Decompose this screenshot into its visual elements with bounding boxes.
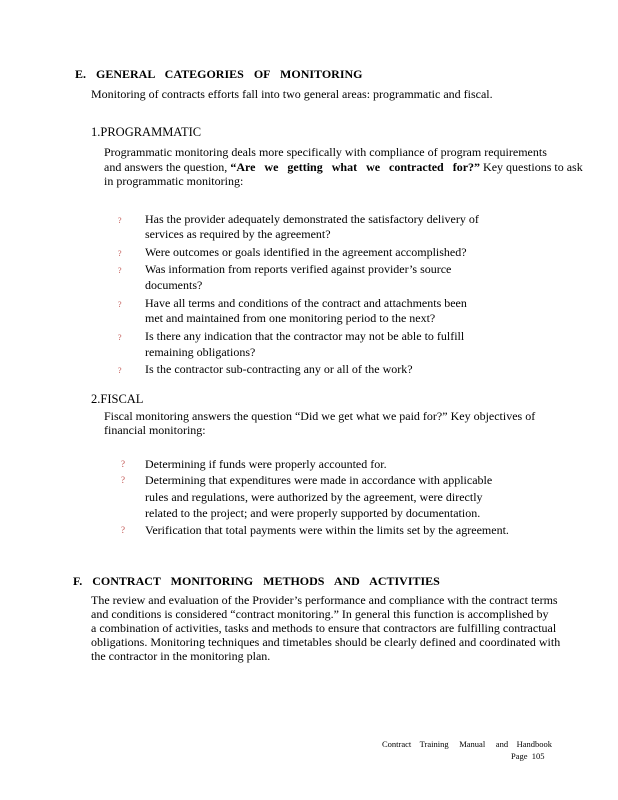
list-item-continuation: met and maintained from one monitoring period to the next? [145, 311, 436, 325]
list-item: Verification that total payments were within the limits set by the agreement. [145, 523, 509, 537]
programmatic-para-line3: in programmatic monitoring: [104, 174, 244, 188]
list-item: Is the contractor sub-contracting any or all of the work? [145, 362, 413, 376]
list-item: Was information from reports verified against provider’s source [145, 262, 452, 276]
list-item-continuation: remaining obligations? [145, 345, 256, 359]
fiscal-para-line1: Fiscal monitoring answers the question “Did we get what we paid for?” Key objectives of [104, 409, 536, 423]
programmatic-para-line2-post: Key questions to ask [480, 160, 583, 174]
fiscal-title: 2.FISCAL [91, 392, 144, 406]
list-item: Has the provider adequately demonstrated the satisfactory delivery of [145, 212, 479, 226]
bullet-icon: ? [118, 249, 122, 258]
programmatic-title: 1.PROGRAMMATIC [91, 125, 202, 139]
page-number: Page 105 [511, 751, 545, 761]
list-item: Determining if funds were properly accounted for. [145, 457, 387, 471]
list-item-continuation: rules and regulations, were authorized by the agreement, were directly [145, 490, 483, 504]
bullet-icon: ? [121, 525, 125, 535]
section-f-line: the contractor in the monitoring plan. [91, 649, 271, 663]
section-e-intro: Monitoring of contracts efforts fall into two general areas: programmatic and fiscal. [91, 87, 493, 101]
bullet-icon: ? [118, 216, 122, 225]
list-item: Determining that expenditures were made in accordance with applicable [145, 473, 493, 487]
section-f-line: and conditions is considered “contract monitoring.” In general this function is accomplished by [91, 607, 549, 621]
bullet-icon: ? [118, 333, 122, 342]
footer-title: Contract Training Manual and Handbook [382, 739, 552, 749]
bullet-icon: ? [121, 475, 125, 485]
section-f-line: obligations. Monitoring techniques and timetables should be clearly defined and coordinated with [91, 635, 561, 649]
section-f-line: The review and evaluation of the Provider’s performance and compliance with the contract terms [91, 593, 558, 607]
key-question-bold: “Are we getting what we contracted for?” [230, 160, 481, 174]
fiscal-para-line2: financial monitoring: [104, 423, 206, 437]
list-item: Were outcomes or goals identified in the agreement accomplished? [145, 245, 467, 259]
section-f-line: a combination of activities, tasks and methods to ensure that contractors are fulfilling contractual [91, 621, 557, 635]
programmatic-para-line2-pre: and answers the question, [104, 160, 231, 174]
list-item-continuation: services as required by the agreement? [145, 227, 331, 241]
bullet-icon: ? [118, 266, 122, 275]
list-item: Is there any indication that the contractor may not be able to fulfill [145, 329, 465, 343]
list-item: Have all terms and conditions of the contract and attachments been [145, 296, 467, 310]
section-f-heading: F. CONTRACT MONITORING METHODS AND ACTIVITIES [73, 574, 440, 588]
bullet-icon: ? [118, 366, 122, 375]
list-item-continuation: documents? [145, 278, 203, 292]
programmatic-para-line1: Programmatic monitoring deals more specifically with compliance of program requirements [104, 145, 547, 159]
bullet-icon: ? [121, 459, 125, 469]
section-e-heading: E. GENERAL CATEGORIES OF MONITORING [75, 67, 363, 81]
bullet-icon: ? [118, 300, 122, 309]
list-item-continuation: related to the project; and were properly supported by documentation. [145, 506, 481, 520]
